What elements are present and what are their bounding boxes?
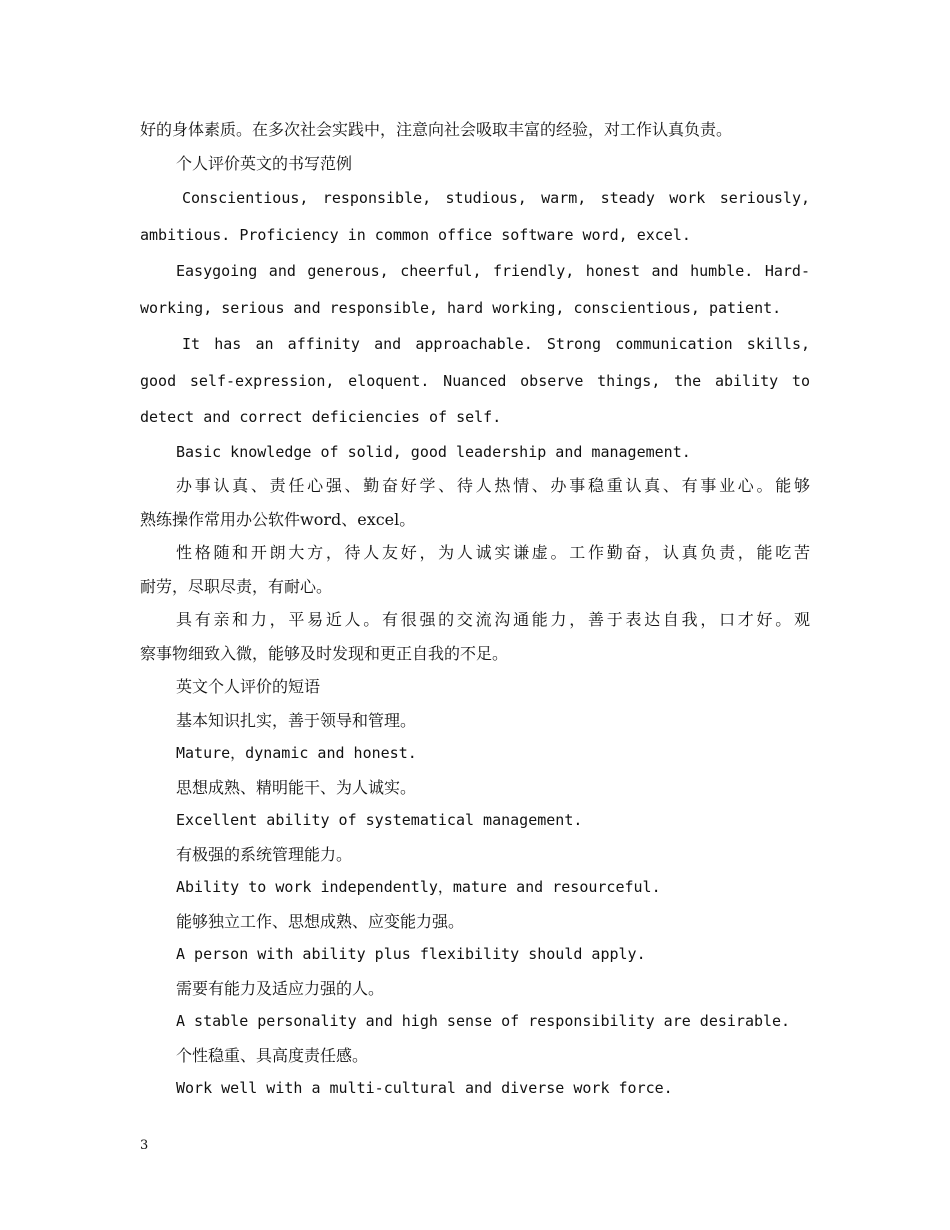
phrase-line: 有极强的系统管理能力。 <box>176 844 353 864</box>
phrase-line: Mature，dynamic and honest. <box>176 744 417 762</box>
paragraph-line: Basic knowledge of solid, good leadership and management. <box>176 442 691 461</box>
paragraph-line: Conscientious, responsible, studious, warm, steady work seriously, <box>182 189 810 207</box>
phrase-line: A person with ability plus flexibility should apply. <box>176 945 646 963</box>
paragraph-line: 耐劳，尽职尽责，有耐心。 <box>140 576 333 596</box>
phrase-line: Ability to work independently，mature and resourceful. <box>176 878 661 896</box>
phrase-line: 能够独立工作、思想成熟、应变能力强。 <box>176 911 465 931</box>
phrase-line: Excellent ability of systematical management. <box>176 811 583 829</box>
paragraph-line: 察事物细致入微，能够及时发现和更正自我的不足。 <box>140 643 509 663</box>
paragraph-line: good self-expression, eloquent. Nuanced observe things, the ability to <box>140 371 810 390</box>
section-heading: 个人评价英文的书写范例 <box>176 153 353 173</box>
paragraph-line: 具有亲和力，平易近人。有很强的交流沟通能力，善于表达自我，口才好。观 <box>176 610 810 629</box>
document-body <box>140 113 810 1106</box>
section-heading: 英文个人评价的短语 <box>176 677 321 696</box>
paragraph-line: 熟练操作常用办公软件word、excel。 <box>140 509 416 529</box>
paragraph-line: Easygoing and generous, cheerful, friendly, honest and humble. Hard- <box>176 262 810 280</box>
phrase-line: 基本知识扎实，善于领导和管理。 <box>176 710 417 730</box>
phrase-line: 思想成熟、精明能干、为人诚实。 <box>176 777 417 797</box>
paragraph-line: 性格随和开朗大方，待人友好，为人诚实谦虚。工作勤奋，认真负责，能吃苦 <box>176 543 810 562</box>
phrase-line: 需要有能力及适应力强的人。 <box>176 978 385 998</box>
paragraph-line: 好的身体素质。在多次社会实践中，注意向社会吸取丰富的经验，对工作认真负责。 <box>140 120 733 139</box>
paragraph-line: detect and correct deficiencies of self. <box>140 408 502 426</box>
phrase-line: A stable personality and high sense of responsibility are desirable. <box>176 1012 791 1030</box>
page-number: 3 <box>140 1138 149 1153</box>
paragraph-line: working, serious and responsible, hard working, conscientious, patient. <box>140 298 782 317</box>
paragraph-line: ambitious. Proficiency in common office software word, excel. <box>140 225 691 244</box>
paragraph-line: It has an affinity and approachable. Strong communication skills, <box>182 335 810 353</box>
paragraph-line: 办事认真、责任心强、勤奋好学、待人热情、办事稳重认真、有事业心。能够 <box>176 476 810 495</box>
phrase-line: Work well with a multi-cultural and diverse work force. <box>176 1079 673 1097</box>
phrase-line: 个性稳重、具高度责任感。 <box>176 1045 369 1065</box>
